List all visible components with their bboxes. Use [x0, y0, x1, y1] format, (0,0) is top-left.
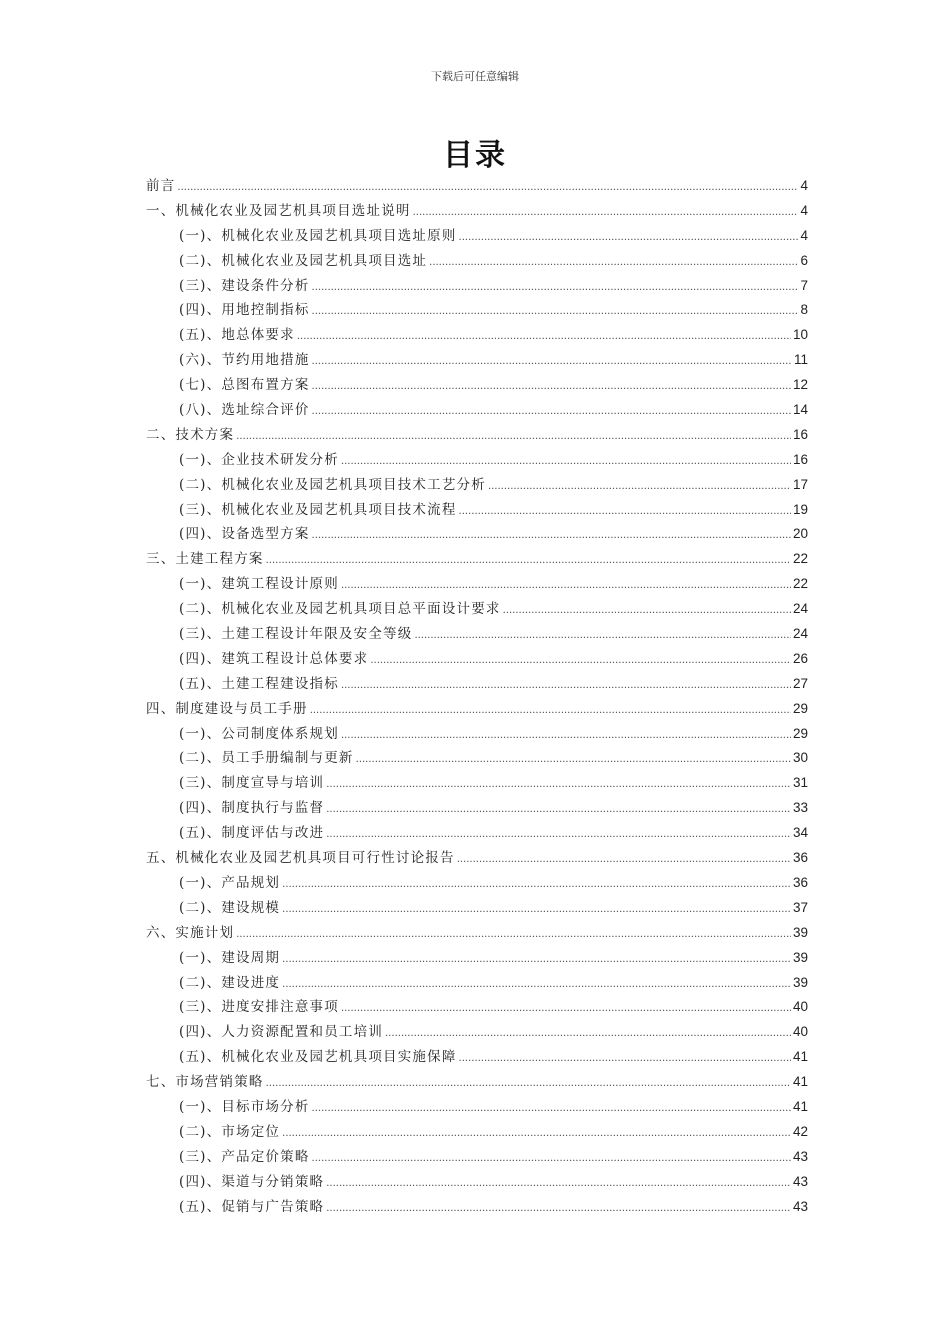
toc-dot-leader: [312, 400, 791, 425]
toc-entry-title: (一)、企业技术研发分析: [179, 451, 339, 468]
toc-subsection-entry[interactable]: [146, 448, 808, 473]
toc-page-number: 33: [792, 800, 808, 816]
toc-section-entry[interactable]: [146, 199, 808, 224]
toc-subsection-entry[interactable]: [146, 871, 808, 896]
toc-subsection-entry[interactable]: [146, 1145, 808, 1170]
toc-dot-leader: [341, 724, 791, 749]
toc-entry-title: 前言: [146, 178, 176, 194]
toc-page-number: 36: [792, 850, 808, 866]
toc-dot-leader: [312, 276, 799, 301]
toc-page-number: 43: [792, 1173, 808, 1189]
toc-section-entry[interactable]: [146, 846, 808, 871]
toc-entry-title: (五)、地总体要求: [179, 327, 295, 344]
toc-section-entry[interactable]: [146, 174, 808, 199]
toc-dot-leader: [282, 973, 791, 998]
toc-entry-title: (五)、促销与广告策略: [179, 1198, 325, 1215]
toc-dot-leader: [312, 300, 799, 325]
toc-page-number: 39: [792, 974, 808, 990]
toc-dot-leader: [282, 1122, 791, 1147]
page-title: 目录: [443, 138, 507, 173]
toc-dot-leader: [282, 873, 791, 898]
header-note: 下载后可任意编辑: [431, 70, 519, 83]
toc-subsection-entry[interactable]: [146, 572, 808, 597]
toc-page-number: 12: [792, 377, 808, 393]
toc-page-number: 39: [792, 949, 808, 965]
toc-subsection-entry[interactable]: [146, 722, 808, 747]
toc-section-entry[interactable]: [146, 697, 808, 722]
toc-subsection-entry[interactable]: [146, 995, 808, 1020]
toc-subsection-entry[interactable]: [146, 821, 808, 846]
toc-subsection-entry[interactable]: [146, 224, 808, 249]
toc-entry-title: 六、实施计划: [146, 924, 235, 941]
toc-subsection-entry[interactable]: [146, 746, 808, 771]
toc-subsection-entry[interactable]: [146, 622, 808, 647]
toc-subsection-entry[interactable]: [146, 1095, 808, 1120]
toc-subsection-entry[interactable]: [146, 597, 808, 622]
table-of-contents: [146, 174, 808, 1219]
toc-section-entry[interactable]: [146, 423, 808, 448]
toc-subsection-entry[interactable]: [146, 298, 808, 323]
toc-dot-leader: [459, 1047, 791, 1072]
toc-page-number: 8: [800, 302, 808, 318]
toc-page-number: 14: [792, 402, 808, 418]
toc-page-number: 40: [792, 1024, 808, 1040]
toc-dot-leader: [341, 450, 791, 475]
toc-page-number: 40: [792, 999, 808, 1015]
toc-subsection-entry[interactable]: [146, 498, 808, 523]
toc-dot-leader: [310, 699, 791, 724]
toc-entry-title: (四)、用地控制指标: [179, 302, 310, 319]
toc-subsection-entry[interactable]: [146, 1045, 808, 1070]
toc-page-number: 11: [793, 352, 808, 368]
toc-entry-title: (三)、进度安排注意事项: [179, 999, 339, 1016]
toc-page-number: 10: [792, 327, 808, 343]
toc-entry-title: (三)、制度宣导与培训: [179, 775, 325, 792]
toc-page-number: 20: [792, 526, 808, 542]
toc-entry-title: (二)、机械化农业及园艺机具项目选址: [179, 252, 428, 269]
toc-dot-leader: [312, 1097, 791, 1122]
toc-entry-title: (五)、土建工程建设指标: [179, 675, 339, 692]
toc-dot-leader: [266, 549, 791, 574]
toc-dot-leader: [413, 201, 799, 226]
toc-entry-title: (八)、选址综合评价: [179, 402, 310, 419]
toc-dot-leader: [326, 798, 791, 823]
toc-entry-title: 三、土建工程方案: [146, 551, 264, 568]
toc-subsection-entry[interactable]: [146, 249, 808, 274]
toc-dot-leader: [326, 823, 791, 848]
toc-dot-leader: [457, 848, 791, 873]
toc-entry-title: (三)、产品定价策略: [179, 1148, 310, 1165]
toc-entry-title: (二)、建设规模: [179, 899, 281, 916]
toc-page-number: 4: [800, 202, 808, 218]
toc-entry-title: 一、机械化农业及园艺机具项目选址说明: [146, 202, 411, 219]
toc-dot-leader: [385, 1022, 791, 1047]
toc-page-number: 24: [792, 601, 808, 617]
toc-dot-leader: [370, 649, 791, 674]
toc-entry-title: (五)、制度评估与改进: [179, 825, 325, 842]
toc-entry-title: (四)、人力资源配置和员工培训: [179, 1024, 384, 1041]
toc-page-number: 24: [792, 626, 808, 642]
toc-page-number: 43: [792, 1198, 808, 1214]
toc-page-number: 31: [792, 775, 808, 791]
toc-dot-leader: [297, 325, 791, 350]
toc-page-number: 27: [792, 675, 808, 691]
toc-entry-title: (一)、产品规划: [179, 874, 281, 891]
toc-subsection-entry[interactable]: [146, 522, 808, 547]
toc-dot-leader: [341, 997, 791, 1022]
toc-page-number: 41: [792, 1098, 808, 1114]
toc-dot-leader: [488, 475, 791, 500]
toc-dot-leader: [459, 226, 799, 251]
toc-entry-title: (二)、建设进度: [179, 974, 281, 991]
toc-dot-leader: [414, 624, 791, 649]
toc-page-number: 29: [792, 700, 808, 716]
toc-page-number: 7: [800, 277, 808, 293]
toc-subsection-entry[interactable]: [146, 323, 808, 348]
toc-page-number: 4: [800, 178, 808, 193]
toc-page-number: 19: [792, 501, 808, 517]
toc-subsection-entry[interactable]: [146, 647, 808, 672]
toc-subsection-entry[interactable]: [146, 672, 808, 697]
toc-entry-title: (二)、市场定位: [179, 1123, 281, 1140]
toc-entry-title: 四、制度建设与员工手册: [146, 700, 308, 717]
toc-page-number: 22: [792, 576, 808, 592]
toc-entry-title: (四)、渠道与分销策略: [179, 1173, 325, 1190]
toc-dot-leader: [312, 350, 792, 375]
toc-entry-title: (二)、机械化农业及园艺机具项目总平面设计要求: [179, 601, 501, 618]
toc-page-number: 42: [792, 1123, 808, 1139]
toc-dot-leader: [503, 599, 791, 624]
toc-entry-title: (一)、建筑工程设计原则: [179, 576, 339, 593]
toc-entry-title: (一)、机械化农业及园艺机具项目选址原则: [179, 227, 457, 244]
toc-page-number: 6: [800, 252, 808, 268]
toc-page-number: 16: [792, 451, 808, 467]
toc-dot-leader: [341, 674, 791, 699]
toc-dot-leader: [266, 1072, 791, 1097]
toc-subsection-entry[interactable]: [146, 796, 808, 821]
toc-dot-leader: [236, 425, 791, 450]
toc-dot-leader: [326, 1172, 791, 1197]
toc-page-number: 41: [792, 1049, 808, 1065]
toc-entry-title: (三)、土建工程设计年限及安全等级: [179, 626, 413, 643]
toc-entry-title: (一)、公司制度体系规划: [179, 725, 339, 742]
toc-entry-title: (二)、员工手册编制与更新: [179, 750, 354, 767]
toc-entry-title: 七、市场营销策略: [146, 1074, 264, 1091]
toc-page-number: 41: [792, 1074, 808, 1090]
toc-dot-leader: [312, 1147, 791, 1172]
toc-page-number: 29: [792, 725, 808, 741]
toc-subsection-entry[interactable]: [146, 274, 808, 299]
toc-entry-title: 二、技术方案: [146, 426, 235, 443]
toc-page-number: 30: [792, 750, 808, 766]
toc-subsection-entry[interactable]: [146, 1120, 808, 1145]
toc-dot-leader: [312, 524, 791, 549]
toc-section-entry[interactable]: [146, 547, 808, 572]
toc-page-number: 26: [792, 650, 808, 666]
toc-dot-leader: [326, 773, 791, 798]
toc-entry-title: (五)、机械化农业及园艺机具项目实施保障: [179, 1049, 457, 1066]
toc-page-number: 22: [792, 551, 808, 567]
toc-entry-title: (四)、建筑工程设计总体要求: [179, 650, 369, 667]
toc-page-number: 36: [792, 874, 808, 890]
toc-dot-leader: [312, 375, 791, 400]
toc-dot-leader: [356, 748, 791, 773]
toc-subsection-entry[interactable]: [146, 1170, 808, 1195]
toc-subsection-entry[interactable]: [146, 1020, 808, 1045]
toc-dot-leader: [341, 574, 791, 599]
toc-page-number: 34: [792, 825, 808, 841]
toc-subsection-entry[interactable]: [146, 896, 808, 921]
toc-subsection-entry[interactable]: [146, 473, 808, 498]
toc-entry-title: (二)、机械化农业及园艺机具项目技术工艺分析: [179, 476, 486, 493]
toc-page-number: 17: [792, 476, 808, 492]
toc-dot-leader: [282, 898, 791, 923]
toc-subsection-entry[interactable]: [146, 971, 808, 996]
toc-entry-title: (一)、目标市场分析: [179, 1098, 310, 1115]
toc-page-number: 16: [792, 426, 808, 442]
toc-subsection-entry[interactable]: [146, 398, 808, 423]
toc-dot-leader: [236, 923, 791, 948]
toc-entry-title: (四)、设备选型方案: [179, 526, 310, 543]
toc-dot-leader: [429, 251, 798, 276]
toc-dot-leader: [282, 948, 791, 973]
toc-subsection-entry[interactable]: [146, 348, 808, 373]
toc-entry-title: 五、机械化农业及园艺机具项目可行性讨论报告: [146, 850, 455, 867]
toc-entry-title: (三)、建设条件分析: [179, 277, 310, 294]
toc-entry-title: (七)、总图布置方案: [179, 377, 310, 394]
toc-entry-title: (四)、制度执行与监督: [179, 800, 325, 817]
toc-page-number: 4: [800, 227, 808, 243]
toc-subsection-entry[interactable]: [146, 373, 808, 398]
toc-dot-leader: [177, 176, 798, 201]
toc-entry-title: (一)、建设周期: [179, 949, 281, 966]
toc-section-entry[interactable]: [146, 921, 808, 946]
toc-section-entry[interactable]: [146, 1070, 808, 1095]
toc-subsection-entry[interactable]: [146, 771, 808, 796]
toc-dot-leader: [459, 500, 791, 525]
toc-page-number: 37: [792, 899, 808, 915]
toc-entry-title: (六)、节约用地措施: [179, 352, 310, 369]
toc-dot-leader: [326, 1197, 791, 1222]
toc-page-number: 43: [792, 1148, 808, 1164]
toc-page-number: 39: [792, 924, 808, 940]
toc-entry-title: (三)、机械化农业及园艺机具项目技术流程: [179, 501, 457, 518]
toc-subsection-entry[interactable]: [146, 1195, 808, 1220]
toc-subsection-entry[interactable]: [146, 946, 808, 971]
